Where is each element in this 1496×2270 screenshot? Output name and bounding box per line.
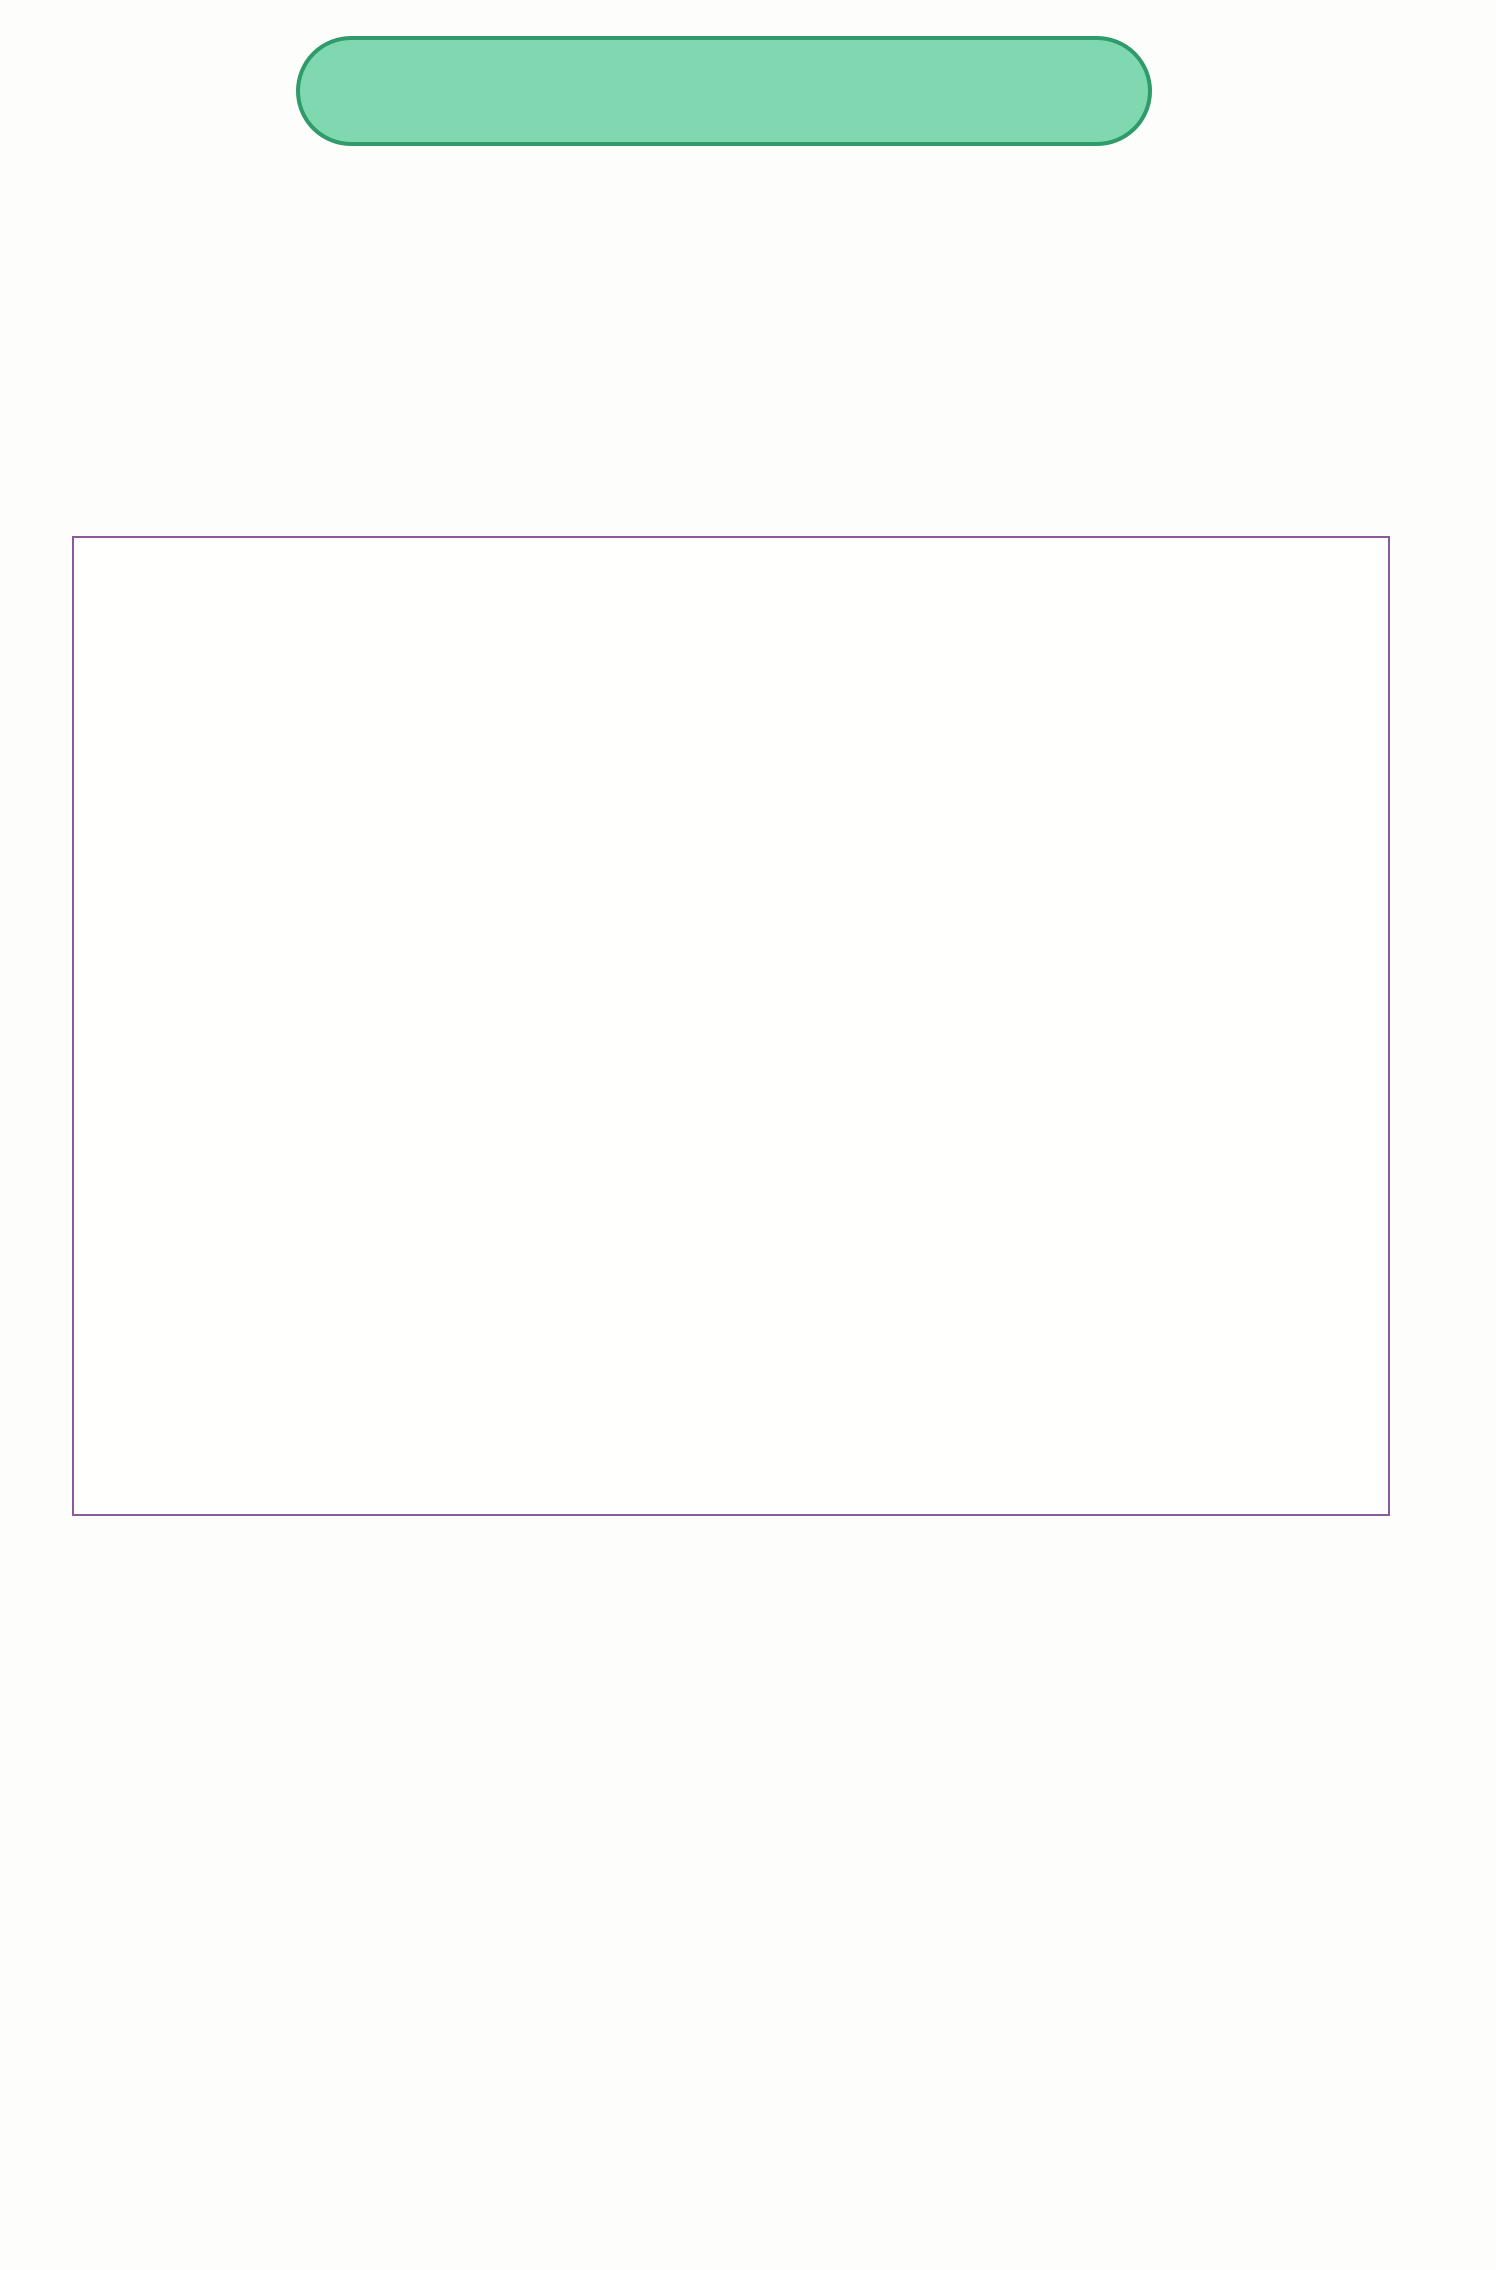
responsive-reading-box bbox=[72, 536, 1390, 1516]
title-banner bbox=[296, 36, 1152, 146]
